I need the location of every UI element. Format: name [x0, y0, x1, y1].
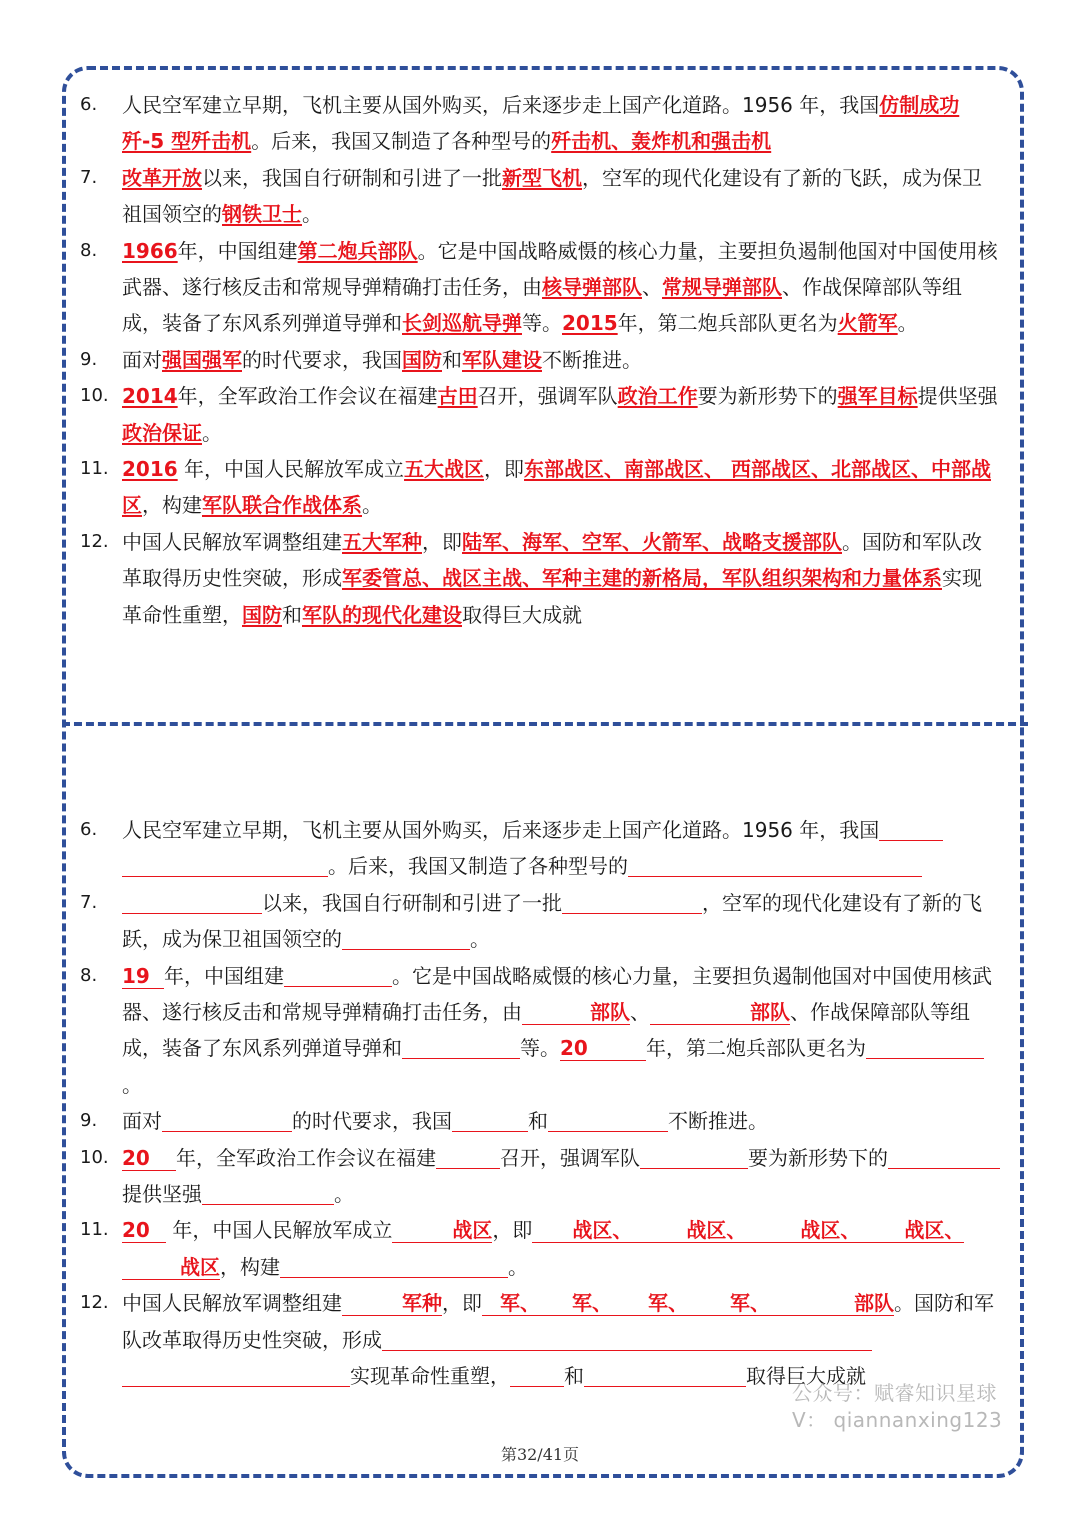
answer-blank[interactable]: [162, 1110, 292, 1132]
hint-blank[interactable]: 20: [122, 1146, 176, 1171]
answer-blank[interactable]: [280, 1256, 508, 1278]
answer-item-11: 11. 2016 年，中国人民解放军成立五大战区，即东部战区、南部战区、 西部战区、北部战区、中部战区，构建军队联合作战体系。: [80, 451, 1000, 524]
answer-blank[interactable]: [879, 819, 943, 841]
answer-blank[interactable]: [436, 1147, 500, 1169]
answer-blank[interactable]: [382, 1329, 872, 1351]
answer-blank[interactable]: [640, 1147, 748, 1169]
item-number: 8.: [80, 964, 98, 986]
answer-blank[interactable]: [342, 928, 470, 950]
item-number: 11.: [80, 458, 109, 480]
page-number: 第32/41页: [500, 1445, 580, 1464]
hint-blank[interactable]: 部队: [650, 1000, 790, 1025]
answer-blank[interactable]: [402, 1037, 520, 1059]
answer-blank[interactable]: [122, 892, 262, 914]
exercise-item-9: 9. 面对 的时代要求，我国 和 不断推进。: [80, 1103, 1000, 1139]
exercise-item-8: 8. 19 年，中国组建 。它是中国战略威慑的核心力量，主要担负遏制他国对中国使用核武器、遂行核反击和常规导弹精确打击任务，由 部队、 部队、作战保障部队等组成，装备了东风系列弹道导弹和 等。20 年，第二炮兵部队更名为。: [80, 958, 1000, 1104]
answer-blank[interactable]: [122, 1365, 350, 1387]
item-number: 7.: [80, 166, 98, 188]
answer-item-9: 9. 面对强国强军的时代要求，我国国防和军队建设不断推进。: [80, 342, 1000, 378]
item-number: 9.: [80, 348, 98, 370]
watermark-id: V： qiannanxing123: [792, 1408, 1003, 1432]
answer-blank[interactable]: [548, 1110, 668, 1132]
answer-blank[interactable]: [866, 1037, 984, 1059]
answer-blank[interactable]: [946, 1147, 1000, 1169]
hint-blank[interactable]: 部队: [770, 1291, 894, 1316]
answer-blank[interactable]: [122, 855, 328, 877]
answer-item-6: 6. 人民空军建立早期，飞机主要从国外购买，后来逐步走上国产化道路。1956 年，我国仿制成功歼-5 型歼击机。后来，我国又制造了各种型号的歼击机、轰炸机和强击机: [80, 87, 1000, 160]
exercise-item-11: 11. 20 年，中国人民解放军成立 战区，即 战区、 战区、 战区、 战区、战区，构建 。: [80, 1212, 1000, 1285]
hint-blank[interactable]: 战区、: [532, 1218, 632, 1243]
hint-blank[interactable]: 战区、: [860, 1218, 964, 1243]
exercise-section: [80, 812, 1000, 1395]
item-number: 12.: [80, 1292, 109, 1314]
exercise-item-10: 10. 20 年，全军政治工作会议在福建 召开，强调军队 要为新形势下的提供坚强 。: [80, 1140, 1000, 1213]
hint-blank[interactable]: 军种: [342, 1291, 442, 1316]
hint-blank[interactable]: 战区、: [746, 1218, 860, 1243]
answer-blank[interactable]: [510, 1365, 564, 1387]
hint-blank[interactable]: 军、: [482, 1291, 540, 1316]
hint-blank[interactable]: 军、: [540, 1291, 612, 1316]
answer-blank[interactable]: [584, 1365, 746, 1387]
answer-blank[interactable]: [202, 1183, 334, 1205]
hint-blank[interactable]: 战区、: [632, 1218, 746, 1243]
hint-blank[interactable]: 军、: [612, 1291, 688, 1316]
item-number: 10.: [80, 385, 109, 407]
item-number: 12.: [80, 530, 109, 552]
section-divider: [62, 722, 1028, 726]
hint-blank[interactable]: 20: [560, 1036, 646, 1061]
exercise-item-12: 12. 中国人民解放军调整组建 军种，即 军、 军、 军、 军、 部队。国防和军队改革取得历史性突破，形成实现革命性重塑， 和 取得巨大成就: [80, 1285, 1000, 1394]
item-number: 9.: [80, 1110, 98, 1132]
answer-item-8: 8. 1966年，中国组建第二炮兵部队。它是中国战略威慑的核心力量，主要担负遏制他国对中国使用核武器、遂行核反击和常规导弹精确打击任务，由核导弹部队、常规导弹部队、作战保障部队等组成，装备了东风系列弹道导弹和长剑巡航导弹等。2015年，第二炮兵部队更名为火箭军。: [80, 233, 1000, 342]
item-number: 11.: [80, 1219, 109, 1241]
answer-blank[interactable]: [284, 965, 392, 987]
answer-blank[interactable]: [628, 855, 922, 877]
answer-item-12: 12. 中国人民解放军调整组建五大军种，即陆军、海军、空军、火箭军、战略支援部队。国防和军队改革取得历史性突破，形成军委管总、战区主战、军种主建的新格局，军队组织架构和力量体系实现革命性重塑，国防和军队的现代化建设取得巨大成就: [80, 524, 1000, 633]
answer-blank[interactable]: [888, 1147, 946, 1169]
hint-blank[interactable]: 战区: [392, 1218, 492, 1243]
item-number: 10.: [80, 1146, 109, 1168]
hint-blank[interactable]: 部队: [522, 1000, 630, 1025]
answer-section: [80, 87, 1000, 633]
exercise-item-7: 7. 以来，我国自行研制和引进了一批 ，空军的现代化建设有了新的飞跃，成为保卫祖国领空的 。: [80, 885, 1000, 958]
item-number: 6.: [80, 819, 98, 840]
answer-blank[interactable]: [452, 1110, 528, 1132]
exercise-item-6: 6. 人民空军建立早期，飞机主要从国外购买，后来逐步走上国产化道路。1956 年，我国。后来，我国又制造了各种型号的: [80, 812, 1000, 885]
item-number: 8.: [80, 239, 98, 261]
hint-blank[interactable]: 军、: [688, 1291, 770, 1316]
item-number: 7.: [80, 891, 98, 913]
hint-blank[interactable]: 战区: [122, 1255, 220, 1280]
answer-item-7: 7. 改革开放以来，我国自行研制和引进了一批新型飞机，空军的现代化建设有了新的飞跃，成为保卫祖国领空的钢铁卫士。: [80, 160, 1000, 233]
item-number: 6.: [80, 94, 98, 115]
answer-blank[interactable]: [562, 892, 702, 914]
answer-item-10: 10. 2014年，全军政治工作会议在福建古田召开，强调军队政治工作要为新形势下的强军目标提供坚强政治保证。: [80, 378, 1000, 451]
hint-blank[interactable]: 19: [122, 964, 164, 989]
watermark-wechat: 公众号：赋睿知识星球: [792, 1381, 997, 1405]
hint-blank[interactable]: 20: [122, 1218, 166, 1243]
